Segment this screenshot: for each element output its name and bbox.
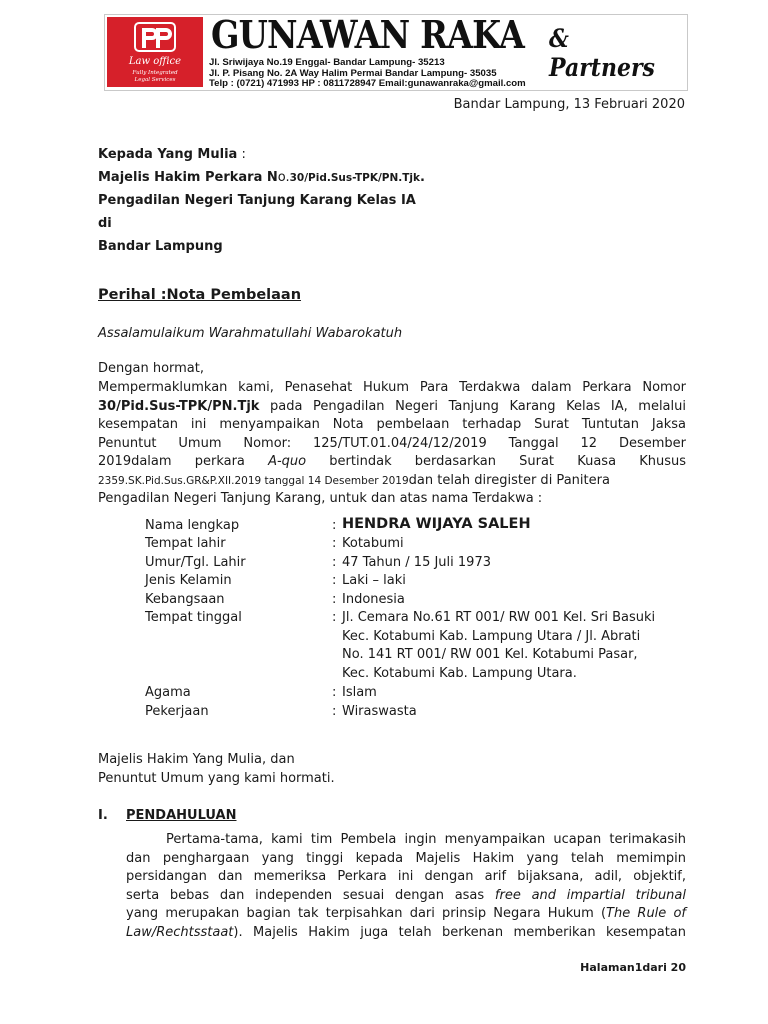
firm-contact: Telp : (0721) 471993 HP : 0811728947 Email:gunawanraka@gmail.com	[209, 78, 526, 89]
recipient-line-5: Bandar Lampung	[98, 239, 223, 254]
intro-line-6	[98, 473, 610, 488]
identity-colon: :	[332, 685, 337, 700]
intro-line-2-text: pada Pengadilan Negeri Tanjung Karang Kelas IA, melalui	[259, 399, 686, 414]
identity-colon: :	[332, 536, 337, 551]
identity-value: Islam	[342, 685, 377, 700]
power-of-attorney-number: 2359.SK.Pid.Sus.GR&P.XII.2019 tanggal 14 Desember 2019	[98, 475, 409, 487]
firm-logo	[107, 17, 203, 87]
date-line: Bandar Lampung, 13 Februari 2020	[453, 97, 685, 112]
identity-colon: :	[332, 555, 337, 570]
address-continuation: No. 141 RT 001/ RW 001 Kel. Kotabumi Pasar,	[342, 647, 638, 662]
identity-colon: :	[332, 592, 337, 607]
identity-colon: :	[332, 573, 337, 588]
body-line-5-text: yang merupakan bagian tak terpisahkan dari prinsip Negara Hukum (	[126, 906, 607, 921]
letterhead	[104, 14, 688, 91]
identity-colon: :	[332, 610, 337, 625]
islamic-greeting: Assalamulaikum Warahmatullahi Wabarokatuh	[98, 326, 403, 341]
identity-value: Laki – laki	[342, 573, 406, 588]
intro-line-4: Penuntut Umum Nomor: 125/TUT.01.04/24/12/2019 Tanggal 12 Desember	[98, 436, 686, 451]
identity-label: Kebangsaan	[145, 592, 225, 607]
address-continuation: Kec. Kotabumi Kab. Lampung Utara / Jl. Abrati	[342, 629, 641, 644]
body-line-2: dan penghargaan yang tinggi kepada Majelis Hakim yang telah memimpin	[126, 851, 686, 866]
firm-partners: & Partners	[549, 24, 655, 82]
intro-line-5-b: bertindak berdasarkan Surat Kuasa Khusus	[306, 454, 687, 469]
identity-colon: :	[332, 518, 337, 533]
section-title: PENDAHULUAN	[126, 808, 237, 823]
intro-line-1: Mempermaklumkan kami, Penasehat Hukum Para Terdakwa dalam Perkara Nomor	[98, 380, 686, 395]
intro-line-7: Pengadilan Negeri Tanjung Karang, untuk dan atas nama Terdakwa :	[98, 491, 543, 506]
identity-value: 47 Tahun / 15 Juli 1973	[342, 555, 491, 570]
firm-name: GUNAWAN RAKA	[211, 12, 524, 57]
body-line-3: persidangan dan memeriksa Perkara ini dengan arif bijaksana, adil, objektif,	[126, 869, 686, 884]
recipient-court-panel: Majelis Hakim Perkara N	[98, 170, 278, 185]
intro-line-5-a: 2019dalam perkara	[98, 454, 269, 469]
body-line-6-text: ). Majelis Hakim juga telah berkenan memberikan kesempatan	[233, 925, 686, 940]
identity-value: Kotabumi	[342, 536, 404, 551]
identity-label: Pekerjaan	[145, 704, 209, 719]
recipient-line-3: Pengadilan Negeri Tanjung Karang Kelas IA	[98, 193, 416, 208]
intro-line-6-text: dan telah diregister di Panitera	[408, 473, 610, 488]
identity-label: Jenis Kelamin	[145, 573, 232, 588]
body-line-6	[126, 925, 686, 940]
page-number: Halaman1dari 20	[580, 961, 686, 974]
recipient-line-4: di	[98, 216, 112, 231]
section-number: I.	[98, 808, 108, 823]
intro-line-2	[98, 399, 686, 414]
identity-label: Nama lengkap	[145, 518, 240, 533]
recipient-line-2	[98, 170, 425, 185]
identity-label: Umur/Tgl. Lahir	[145, 555, 246, 570]
logo-tagline-2: Legal Services	[134, 77, 176, 83]
body-line-5	[126, 906, 686, 921]
identity-label: Tempat lahir	[145, 536, 226, 551]
case-number: 30/Pid.Sus-TPK/PN.Tjk	[289, 172, 421, 184]
address-to-judges: Majelis Hakim Yang Mulia, dan	[98, 752, 295, 767]
identity-colon: :	[332, 704, 337, 719]
identity-value: Wiraswasta	[342, 704, 417, 719]
firm-monogram-icon	[134, 22, 176, 52]
logo-tagline-1: Fully Integrated	[132, 70, 178, 76]
body-rule-of-law: The Rule of	[606, 906, 686, 921]
recipient-period: .	[420, 170, 425, 185]
salutation: Dengan hormat,	[98, 361, 205, 376]
firm-address-1: Jl. Sriwijaya No.19 Enggal- Bandar Lampung- 35213	[209, 57, 445, 68]
identity-label: Agama	[145, 685, 191, 700]
recipient-no-label: o.	[277, 170, 290, 185]
address-continuation: Kec. Kotabumi Kab. Lampung Utara.	[342, 666, 577, 681]
body-latin-phrase: free and impartial tribunal	[494, 888, 687, 903]
recipient-line-1	[98, 147, 246, 162]
body-rechtsstaat: Law/Rechtsstaat	[126, 925, 234, 940]
identity-value: Indonesia	[342, 592, 405, 607]
intro-case-number: 30/Pid.Sus-TPK/PN.Tjk	[98, 399, 260, 414]
defendant-name: HENDRA WIJAYA SALEH	[342, 516, 531, 532]
subject-line: Perihal :Nota Pembelaan	[98, 287, 302, 303]
firm-address-2: Jl. P. Pisang No. 2A Way Halim Permai Bandar Lampung- 35035	[209, 68, 497, 79]
intro-line-5	[98, 454, 686, 469]
body-line-4-text: serta bebas dan independen sesuai dengan asas	[126, 888, 495, 903]
body-line-4	[126, 888, 686, 903]
body-line-1: Pertama-tama, kami tim Pembela ingin menyampaikan ucapan terimakasih	[166, 832, 686, 847]
identity-label: Tempat tinggal	[145, 610, 242, 625]
intro-line-3: kesempatan ini menyampaikan Nota pembelaan terhadap Surat Tuntutan Jaksa	[98, 417, 686, 432]
identity-value: Jl. Cemara No.61 RT 001/ RW 001 Kel. Sri Basuki	[342, 610, 656, 625]
address-to-prosecutor: Penuntut Umum yang kami hormati.	[98, 771, 335, 786]
intro-a-quo: A-quo	[268, 454, 307, 469]
recipient-colon: :	[237, 147, 246, 162]
logo-text: Law office	[128, 56, 182, 67]
recipient-honorific: Kepada Yang Mulia	[98, 147, 238, 162]
